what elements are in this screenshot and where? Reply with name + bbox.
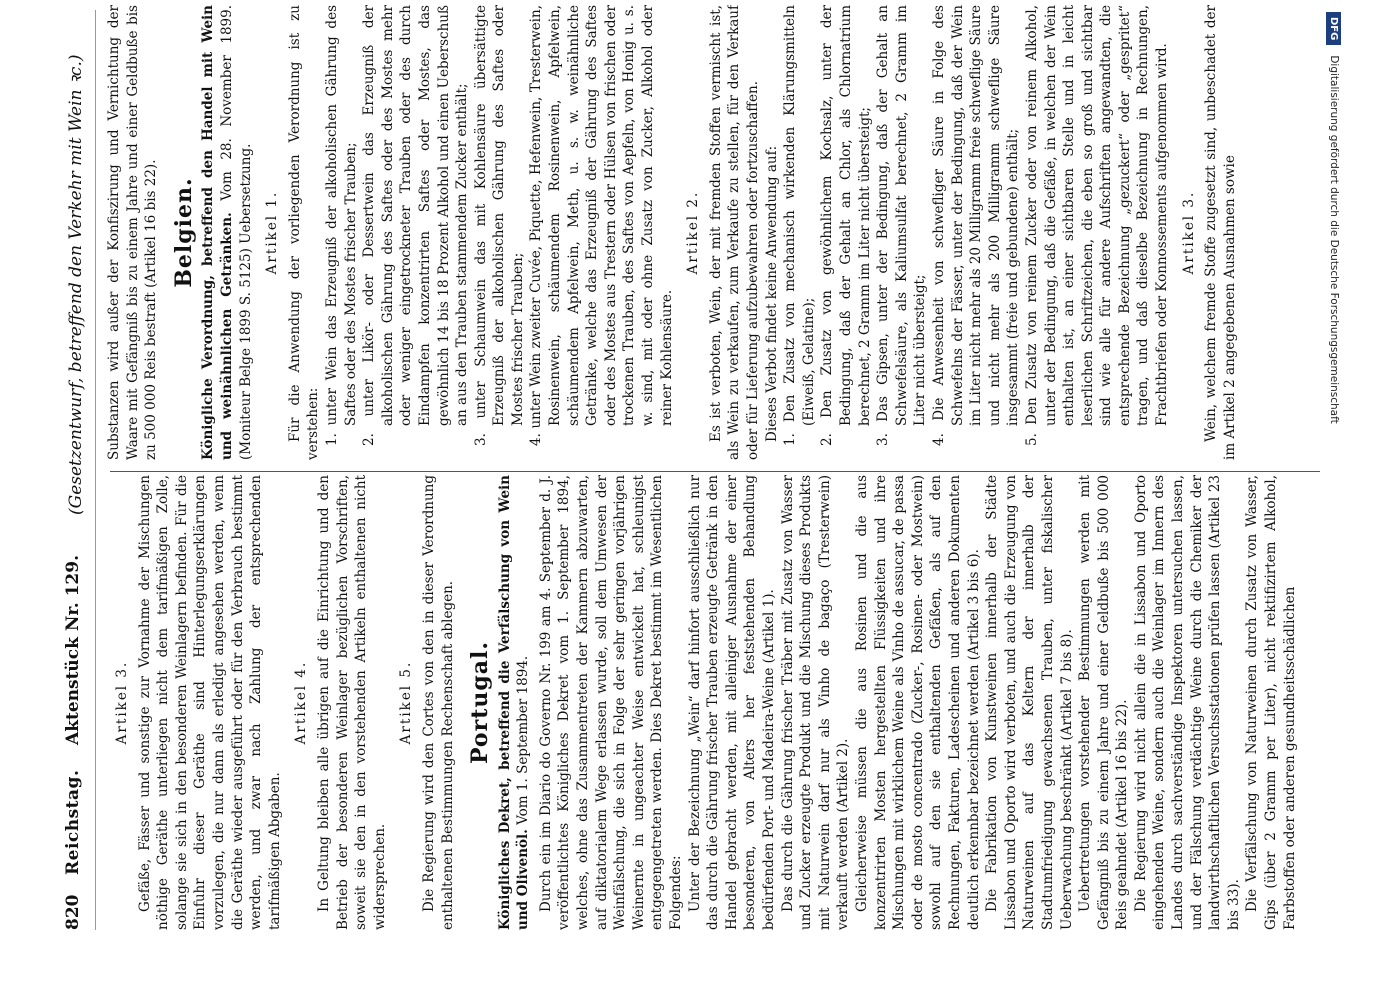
paragraph: Uebertretungen vorstehender Bestimmungen werden mit Gefängniß bis zu einem Jahre und einer Geldbuße bis 500 000 Reis geahndet (Artikel 16 bis 22).: [1077, 475, 1131, 930]
law-title: Königliche Verordnung, betreffend den Handel mit Wein und weinähnlichen Getränken. Vom 28. November 1899. (Moniteur Belge 1899 S. 5125) Uebersetzung.: [200, 5, 254, 460]
article-heading: Artikel 1.: [264, 190, 281, 275]
country-heading: Portugal.: [467, 640, 494, 765]
paragraph: Die Regierung wird den Cortes von den in dieser Verordnung enthaltenen Bestimmungen Rechenschaft ablegen.: [420, 475, 456, 930]
article-heading: Artikel 5.: [398, 660, 415, 745]
page-header: [55, 10, 96, 930]
list-item: 3. Das Gipsen, unter der Bedingung, daß der Gehalt an Schwefelsäure, als Kaliumsulfat berechnet, 2 Gramm im Liter nicht übersteigt;: [875, 5, 929, 446]
digitization-note: Digitalisierung gefördert durch die Deutsche Forschungsgemeinschaft: [1328, 55, 1340, 424]
header-subject: (Gesetzentwurf, betreffend den Verkehr mit Wein ꝛc.): [66, 54, 86, 515]
paragraph: Die Fabrikation von Kunstweinen innerhalb der Städte Lissabon und Oporto wird verboten, und auch die Erzeugung von Naturweinen auf das Keltern der innerhalb der Stadtumfriedigung gewachsenen Trauben, unter fiskalischer Ueberwachung beschränkt (Artikel 7 bis 8).: [984, 475, 1075, 930]
digitization-strip: [1319, 12, 1349, 972]
paragraph: Das durch die Gährung frischer Träber mit Zusatz von Wasser und Zucker erzeugte Produkt und die Mischung dieses Produkts mit Naturwein darf nur als Vinho de bagaço (Tresterwein) verkauft werden (Artikel 2).: [779, 475, 852, 930]
header-document: Aktenstück Nr. 129.: [63, 554, 83, 745]
paragraph: Die Verfälschung von Naturweinen durch Zusatz von Wasser, Gips (über 2 Gramm per Liter), nicht rektifizirtem Alkohol, Farbstoffen oder anderen gesundheitsschädlichen: [1244, 475, 1298, 930]
left-column: [105, 475, 1325, 930]
list-item: 4. unter Wein zweiter Cuvée, Piquette, Hefenwein, Tresterwein, Rosinenwein, schäumendem Rosinenwein, Apfelwein, schäumendem Apfelwein, Meth, u. s. w. weinähnliche Getränke, welche das Erzeugniß der Gährung des Saftes oder des Mostes aus Trestern oder Hülsen von frischen oder trockenen Trauben, des Saftes von Aepfeln, von Honig u. s. w. sind, mit oder ohne Zusatz von Zucker, Alkohol oder reiner Kohlensäure.: [528, 5, 675, 446]
paragraph: In Geltung bleiben alle übrigen auf die Einrichtung und den Betrieb der besonderen Weinlager bezüglichen Vorschriften, soweit sie den in den vorstehenden Artikeln enthaltenen nicht widersprechen.: [315, 475, 388, 930]
column-divider: [110, 471, 1320, 472]
article-heading: Artikel 3.: [1180, 190, 1197, 275]
paragraph: Gleicherweise müssen die aus Rosinen und die aus konzentrirten Mosten hergestellten Flüssigkeiten und ihre Mischungen mit wirklichem Weine als Vinho de assucar, de passa oder de mosto concentrado (Zucker-, Rosinen- oder Mostwein) sowohl auf den sie enthaltenden Gefäßen, als auf den Rechnungen, Fakturen, Ladescheinen und anderen Dokumenten deutlich erkennbar bezeichnet werden (Artikel 3 bis 6).: [853, 475, 982, 930]
article-heading: Artikel 2.: [685, 190, 702, 275]
list-item: 1. Den Zusatz von mechanisch wirkenden Klärungsmitteln (Eiweiß, Gelatine);: [782, 5, 817, 446]
article-heading: Artikel 3.: [114, 660, 130, 745]
list-item: 4. Die Anwesenheit von schwefliger Säure in Folge des Schwefelns der Fässer, unter der Bedingung, daß der Wein im Liter nicht mehr als 20 Milligramm freie schweflige Säure und nicht mehr als 200 Milligramm schweflige Säure insgesammt (freie und gebundene) enthält;: [930, 5, 1022, 446]
article-heading: Artikel 4.: [293, 660, 310, 745]
list-item: 2. unter Likör- oder Dessertwein das Erzeugniß der alkoholischen Gährung des Saftes oder des Mostes mehr oder weniger eingetrockneter Trauben oder des durch Eindampfen konzentrirten Saftes oder Mostes, das gewöhnlich 14 bis 18 Prozent Alkohol und einen Ueberschuß an aus den Trauben stammendem Zucker enthält;: [361, 5, 471, 446]
paragraph: Substanzen wird außer der Konfiszirung und Vernichtung der Waare mit Gefängniß bis zu einem Jahre und einer Geldbuße bis zu 500 000 Reis bestraft (Artikel 16 bis 22).: [106, 5, 160, 460]
list-item: 5. Den Zusatz von reinem Zucker oder von reinem Alkohol, unter der Bedingung, daß die Gefäße, in welchen der Wein enthalten ist, an einer sichtbaren Stelle und in leicht leserlichen Schriftzeichen, die eben so groß und sichtbar sind wie alle für andere Aufschriften angewandten, die entsprechende Bezeichnung „gezuckert“ oder „gespritet“ tragen, und daß dieselbe Bezeichnung in Rechnungen, Frachtbriefen oder Konnossements aufgenommen wird.: [1023, 5, 1171, 446]
paragraph: Gefäße, Fässer und sonstige zur Vornahme der Mischungen nöthige Geräthe unterliegen nicht dem tarifmäßigen Zolle, solange sie sich in den besonderen Weinlagern befinden. Für die Einfuhr dieser Geräthe sind Hinterlegungserklärungen vorzulegen, die nur dann als erledigt angesehen werden, wenn die Geräthe wieder ausgeführt oder für den Verbrauch bestimmt werden, und zwar nach Zahlung der entsprechenden tarifmäßigen Abgaben.: [136, 475, 283, 930]
paragraph: Wein, welchem fremde Stoffe zugesetzt sind, unbeschadet der im Artikel 2 angegebenen Ausnahmen sowie: [1203, 5, 1238, 460]
country-heading: Belgien.: [170, 177, 197, 288]
header-title: Reichstag.: [63, 769, 83, 875]
dfg-logo: DFG: [1327, 12, 1342, 45]
paragraph: Dieses Verbot findet keine Anwendung auf:: [763, 145, 780, 442]
list-item: 2. Den Zusatz von gewöhnlichem Kochsalz, unter der Bedingung, daß der Gehalt an Chlor, als Chlornatrium berechnet, 2 Gramm im Liter nicht übersteigt;: [819, 5, 873, 446]
digitization-sidebar: [1323, 0, 1353, 1000]
list-item: 1. unter Wein das Erzeugniß der alkoholischen Gährung des Saftes oder des Mostes frischer Trauben;: [323, 5, 359, 446]
list-item: 3. unter Schaumwein das mit Kohlensäure übersättigte Erzeugniß der alkoholischen Gährung des Saftes oder Mostes frischer Trauben;: [472, 5, 526, 446]
paragraph: Die Regierung wird nicht allein die in Lissabon und Oporto eingehenden Weine, sondern auch die Weinlager im Innern des Landes durch sachverständige Inspektoren untersuchen lassen, und der Fälschung verdächtige Weine durch die Chemiker der landwirthschaftlichen Versuchsstationen prüfen lassen (Artikel 23 bis 33).: [1132, 475, 1242, 930]
paragraph: Es ist verboten, Wein, der mit fremden Stoffen vermischt ist, als Wein zu verkaufen, zum Verkaufe zu stellen, für den Verkauf oder für Lieferung aufzubewahren oder fortzuschaffen.: [707, 5, 761, 460]
paragraph: Unter der Bezeichnung „Wein“ darf hinfort ausschließlich nur das durch die Gährung frischer Trauben erzeugte Getränk in den Handel gebracht werden, mit alleiniger Ausnahme der einer besonderen, von Alters her feststehenden Behandlung bedürfenden Port- und Madeira-Weine (Artikel 1).: [686, 475, 777, 930]
law-title: Königliches Dekret, betreffend die Verfälschung von Wein und Olivenöl. Vom 1. September 1894.: [496, 475, 532, 930]
page-number: 820: [63, 894, 83, 930]
right-column: [105, 5, 1325, 460]
paragraph: Durch ein im Diario do Governo Nr. 199 am 4. September d. J. veröffentlichtes Königliches Dekret vom 1. September 1894, welches, ohne das Zusammentreten der Kammern abzuwarten, auf diktatorialem Wege erlassen wurde, soll dem Umwesen der Weinfälschung, die sich in Folge der sehr geringen vorjährigen Weinernte in ungeachter Weise entwickelt hat, schleunigst entgegengetreten werden. Dies Dekret bestimmt im Wesentlichen Folgendes:: [537, 475, 685, 930]
paragraph: Für die Anwendung der vorliegenden Verordnung ist zu verstehen:: [286, 5, 322, 460]
